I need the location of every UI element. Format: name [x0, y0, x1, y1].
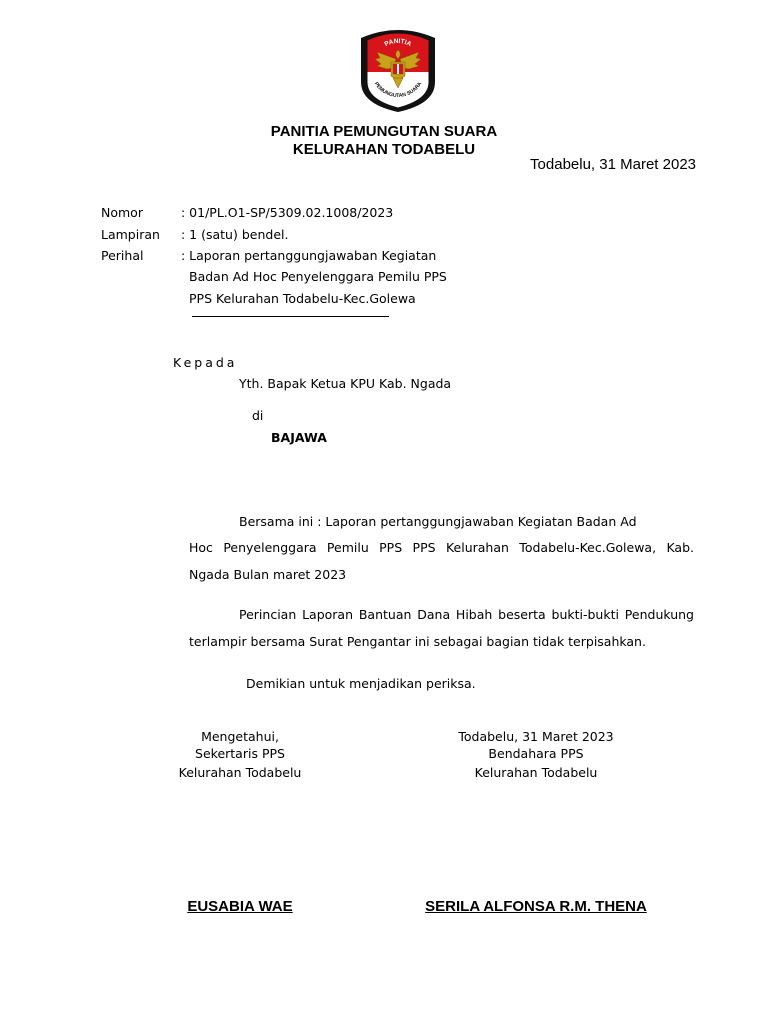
right-sign-line2: Bendahara PPS: [488, 746, 584, 761]
nomor-value: : 01/PL.O1-SP/5309.02.1008/2023: [181, 205, 394, 220]
paragraph1-line3: Ngada Bulan maret 2023: [189, 567, 347, 582]
nomor-label: Nomor: [101, 205, 143, 220]
logo-top-text: PANITIA: [383, 37, 413, 49]
kepada-label: Kepada: [173, 355, 238, 370]
letter-date: Todabelu, 31 Maret 2023: [530, 156, 696, 173]
paragraph2-line2: terlampir bersama Surat Pengantar ini sebagai bagian tidak terpisahkan.: [189, 634, 646, 649]
recipient-city: BAJAWA: [271, 430, 327, 445]
closing-line: Demikian untuk menjadikan periksa.: [246, 676, 476, 691]
heading-line1: PANITIA PEMUNGUTAN SUARA: [270, 123, 498, 140]
lampiran-value: : 1 (satu) bendel.: [181, 227, 289, 242]
right-sign-line3: Kelurahan Todabelu: [474, 765, 598, 780]
left-sign-line3: Kelurahan Todabelu: [178, 765, 302, 780]
paragraph2-line1: Perincian Laporan Bantuan Dana Hibah beserta bukti-bukti Pendukung: [239, 607, 694, 622]
heading-line2: KELURAHAN TODABELU: [292, 141, 476, 158]
left-signatory-name: EUSABIA WAE: [187, 898, 293, 915]
perihal-line3: PPS Kelurahan Todabelu-Kec.Golewa: [189, 291, 416, 306]
perihal-line1: : Laporan pertanggungjawaban Kegiatan: [181, 248, 437, 263]
right-signatory-name: SERILA ALFONSA R.M. THENA: [425, 898, 647, 915]
recipient-di: di: [252, 408, 264, 423]
perihal-underline: [192, 316, 389, 317]
recipient-name: Yth. Bapak Ketua KPU Kab. Ngada: [239, 376, 452, 391]
perihal-label: Perihal: [101, 248, 144, 263]
paragraph1-line2: Hoc Penyelenggara Pemilu PPS PPS Kelurahan Todabelu-Kec.Golewa, Kab.: [189, 540, 694, 555]
right-sign-line1: Todabelu, 31 Maret 2023: [458, 729, 614, 744]
paragraph1-line1: Bersama ini : Laporan pertanggungjawaban Kegiatan Badan Ad: [239, 514, 637, 529]
left-sign-line1: Mengetahui,: [201, 729, 279, 744]
logo-bottom-text: PEMUNGUTAN SUARA: [372, 81, 424, 100]
left-sign-line2: Sekertaris PPS: [195, 746, 285, 761]
pps-logo: [357, 26, 439, 112]
garuda-emblem-icon: [357, 26, 439, 112]
lampiran-label: Lampiran: [101, 227, 160, 242]
perihal-line2: Badan Ad Hoc Penyelenggara Pemilu PPS: [189, 269, 447, 284]
